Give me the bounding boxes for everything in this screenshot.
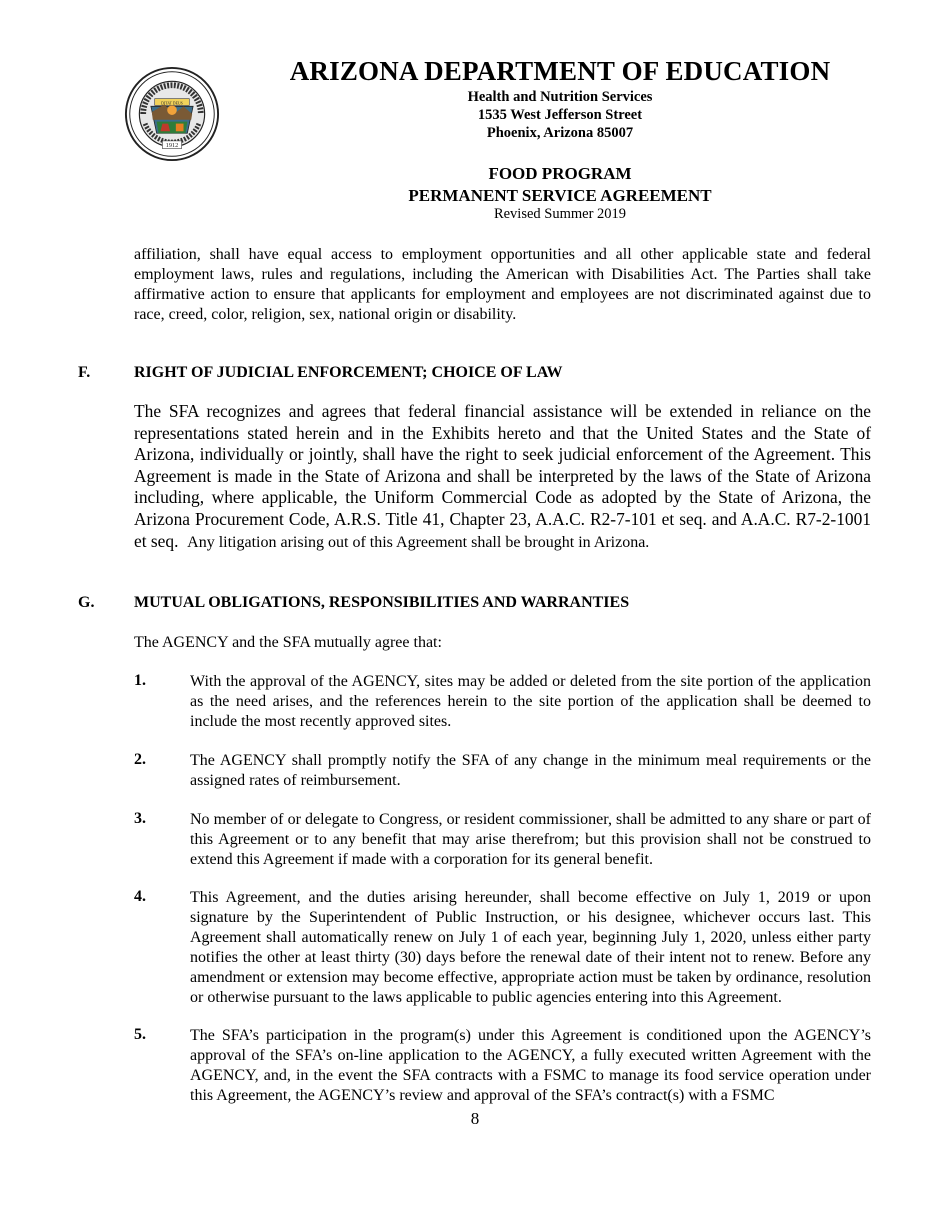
section-g-letter: G. xyxy=(78,594,95,611)
document-title-block xyxy=(230,163,890,207)
list-item-number: 5. xyxy=(134,1026,146,1043)
list-item-1 xyxy=(134,672,871,732)
division-name: Health and Nutrition Services xyxy=(467,89,653,105)
list-item-3 xyxy=(134,810,871,870)
section-g-title: MUTUAL OBLIGATIONS, RESPONSIBILITIES AND WARRANTIES xyxy=(134,594,630,611)
list-item-number: 2. xyxy=(134,751,146,768)
list-item-text: With the approval of the AGENCY, sites may be added or deleted from the site portion of the application as the need arises, and the references herein to the site portion of the application shall be deemed to include the most recently approved sites. xyxy=(190,673,871,730)
section-f-letter: F. xyxy=(78,364,91,381)
arizona-state-seal xyxy=(124,66,220,162)
city-address: Phoenix, Arizona 85007 xyxy=(486,125,634,141)
list-item-4 xyxy=(134,888,871,1008)
list-item-number: 4. xyxy=(134,888,146,905)
revision-note: Revised Summer 2019 xyxy=(493,206,627,222)
section-f-title: RIGHT OF JUDICIAL ENFORCEMENT; CHOICE OF LAW xyxy=(134,364,563,381)
section-f-body-tail: Any litigation arising out of this Agreement shall be brought in Arizona. xyxy=(187,533,650,551)
section-g-intro: The AGENCY and the SFA mutually agree that: xyxy=(134,634,442,651)
seal-motto: DITAT DEUS xyxy=(161,101,183,106)
list-item-text: No member of or delegate to Congress, or resident commissioner, shall be admitted to any share or part of this Agreement or to any benefit that may arise therefrom; but this provision shall not be construed to extend this Agreement if made with a corporation for its general benefit. xyxy=(190,811,871,868)
page-number: 8 xyxy=(470,1109,480,1128)
address-block xyxy=(230,88,890,142)
section-f-body-main: The SFA recognizes and agrees that federal financial assistance will be extended in reliance on the representations stated herein and in the Exhibits hereto and that the United States and the State of Arizona, individually or jointly, shall have the right to seek judicial enforcement of the Agreement. This Agreement is made in the State of Arizona and shall be interpreted by the laws of the State of Arizona including, where applicable, the Uniform Commercial Code as adopted by the State of Arizona, the Arizona Procurement Code, A.R.S. Title 41, Chapter 23, A.A.C. R2-7-101 et seq. and A.A.C. R7-2-1001 et seq. xyxy=(134,401,871,551)
street-address: 1535 West Jefferson Street xyxy=(477,107,643,123)
section-f-body xyxy=(134,401,871,553)
list-item-5 xyxy=(134,1026,871,1106)
list-item-number: 1. xyxy=(134,672,146,689)
list-item-2 xyxy=(134,751,871,791)
seal-year: 1912 xyxy=(165,142,179,150)
list-item-number: 3. xyxy=(134,810,146,827)
program-title: FOOD PROGRAM xyxy=(488,164,632,183)
list-item-text: The AGENCY shall promptly notify the SFA of any change in the minimum meal requirements or the assigned rates of reimbursement. xyxy=(190,752,871,789)
intro-paragraph: affiliation, shall have equal access to employment opportunities and all other applicable state and federal employment laws, rules and regulations, including the American with Disabilities Act. The Parties shall take affirmative action to ensure that applicants for employment and employees are not discriminated against due to race, creed, color, religion, sex, national origin or disability. xyxy=(134,246,871,323)
agency-title: ARIZONA DEPARTMENT OF EDUCATION xyxy=(289,56,831,86)
document-title: PERMANENT SERVICE AGREEMENT xyxy=(408,186,712,205)
list-item-text: The SFA’s participation in the program(s) under this Agreement is conditioned upon the AGENCY’s approval of the SFA’s on-line application to the AGENCY, a fully executed written Agreement with the AGENCY, and, in the event the SFA contracts with a FSMC to manage its food service operation under this Agreement, the AGENCY’s review and approval of the SFA’s contract(s) with a FSMC xyxy=(190,1027,871,1104)
list-item-text: This Agreement, and the duties arising hereunder, shall become effective on July 1, 2019 or upon signature by the Superintendent of Public Instruction, or his designee, whichever occurs last. This Agreement shall automatically renew on July 1 of each year, beginning July 1, 2020, unless either party notifies the other at least thirty (30) days before the renewal date of their intent not to renew. Before any amendment or extension may become effective, appropriate action must be taken by ordinance, resolution or otherwise pursuant to the laws applicable to public agencies entering into this Agreement. xyxy=(190,889,871,1006)
